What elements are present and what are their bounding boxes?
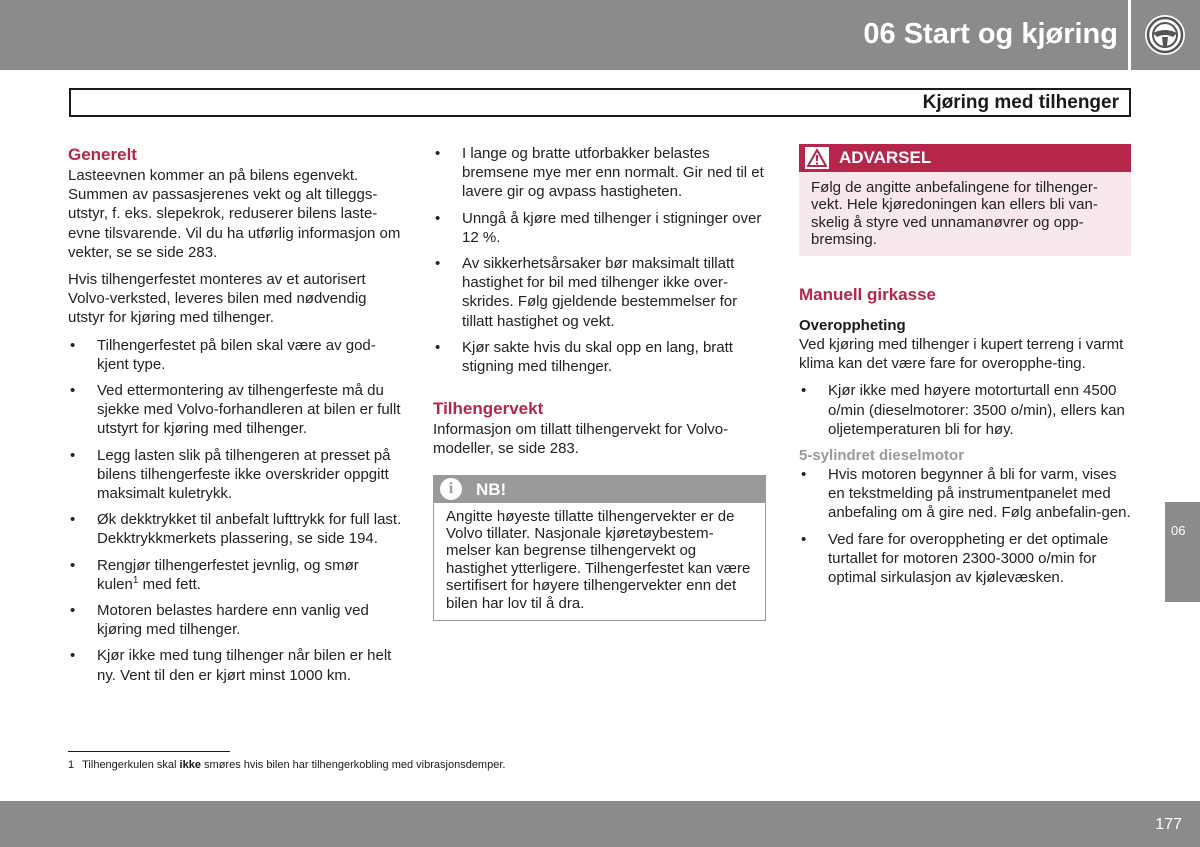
footnote-divider	[68, 751, 230, 752]
warning-text: Følg de angitte anbefalingene for tilhenger-vekt. Hele kjøredoningen kan ellers bli van-skelig å styre ved unnamanøvrer og opp-bremsing.	[799, 172, 1131, 256]
bullet-list-driving	[433, 144, 768, 376]
subheading-diesel: 5-sylindret dieselmotor	[799, 447, 965, 465]
page-number: 177	[1155, 816, 1182, 833]
side-tab-label: 06	[1171, 523, 1186, 538]
warning-header	[799, 144, 1131, 172]
list-item: • Av sikkerhetsårsaker bør maksimalt tillatt hastighet for bil med tilhenger ikke over-skrides. Følg gjeldende bestemmelser for tillatt hastighet og vekt.	[433, 254, 768, 331]
info-icon: i	[440, 478, 462, 500]
nb-note-box	[433, 475, 766, 621]
heading-tilhengervekt: Tilhengervekt	[433, 399, 544, 419]
list-item: • Kjør ikke med tung tilhenger når bilen er helt ny. Vent til den er kjørt minst 1000 km.	[68, 646, 403, 684]
list-item: • Tilhengerfestet på bilen skal være av god-kjent type.	[68, 336, 403, 374]
list-item: • Ved fare for overoppheting er det optimale turtallet for motoren 2300-3000 o/min for optimal sirkulasjon av kjølevæsken.	[799, 530, 1134, 588]
column-3	[799, 138, 1134, 594]
footnote-text: smøres hvis bilen har tilhengerkobling med vibrasjonsdemper.	[200, 759, 506, 771]
paragraph-trailer-weight: Informasjon om tillatt tilhengervekt for Volvo-modeller, se side 283.	[433, 421, 729, 458]
section-title: Kjøring med tilhenger	[922, 92, 1119, 113]
footer-bar	[0, 801, 1200, 847]
chapter-title: 06 Start og kjøring	[863, 18, 1118, 50]
warning-box	[799, 144, 1131, 256]
nb-note-text: Angitte høyeste tillatte tilhengervekter er de Volvo tillater. Nasjonale kjøretøybestem-melser kan begrense tilhengervekt og hastighet ytterligere. Tilhengerfestet kan være sertifisert for høyere tilhengervekter enn det bilen har lov til å dra.	[446, 507, 751, 612]
list-item: • Ved ettermontering av tilhengerfeste må du sjekke med Volvo-forhandleren at bilen er fullt utstyrt for kjøring med tilhenger.	[68, 381, 403, 439]
list-item: • Legg lasten slik på tilhengeren at presset på bilens tilhengerfeste ikke overskrider oppgitt maksimalt kuletrykk.	[68, 446, 403, 504]
column-1	[68, 138, 403, 692]
paragraph-workshop: Hvis tilhengerfestet monteres av et autorisert Volvo-verksted, leveres bilen med nødvendig utstyr for kjøring med tilhenger.	[68, 271, 367, 327]
list-item-text: med fett.	[138, 575, 201, 593]
nb-note-header	[434, 476, 765, 503]
warning-label: ADVARSEL	[839, 148, 932, 168]
header-bar	[0, 0, 1128, 70]
subheading-overoppheting: Overoppheting	[799, 317, 906, 334]
header-icon-box	[1131, 0, 1200, 70]
footnote-text-bold: ikke	[179, 759, 201, 771]
heading-generelt: Generelt	[68, 145, 137, 164]
warning-triangle-icon	[805, 147, 829, 169]
list-item-text: Rengjør tilhengerfestet jevnlig, og smør kulen	[97, 556, 359, 593]
footnote-ref: 1	[132, 574, 139, 586]
column-2	[433, 138, 768, 621]
chapter-side-tab	[1165, 502, 1200, 602]
list-item: • Kjør sakte hvis du skal opp en lang, bratt stigning med tilhenger.	[433, 338, 768, 376]
list-item: • Kjør ikke med høyere motorturtall enn 4500 o/min (dieselmotorer: 3500 o/min), ellers kan oljetemperaturen bli for høy.	[799, 381, 1134, 439]
footnote-text: Tilhengerkulen skal	[82, 759, 180, 771]
nb-label: NB!	[476, 479, 507, 499]
list-item: • Øk dekktrykket til anbefalt lufttrykk for full last. Dekktrykkmerkets plassering, se side 194.	[68, 510, 403, 548]
list-item: • I lange og bratte utforbakker belastes bremsene mye mer enn normalt. Gir ned til et lavere gir og avpass hastigheten.	[433, 144, 768, 202]
list-item: • Motoren belastes hardere enn vanlig ved kjøring med tilhenger.	[68, 601, 403, 639]
list-item: • Hvis motoren begynner å bli for varm, vises en tekstmelding på instrumentpanelet med anbefaling om å gire ned. Følg anbefalin-gen.	[799, 465, 1134, 523]
bullet-list-general	[68, 336, 403, 685]
paragraph-overheating: Ved kjøring med tilhenger i kupert terreng i varmt klima kan det være fare for overopphe-ting.	[799, 336, 1124, 373]
list-item	[68, 556, 403, 594]
footnote-number: 1	[68, 759, 75, 771]
list-item: • Unngå å kjøre med tilhenger i stigninger over 12 %.	[433, 209, 768, 247]
section-header-box	[69, 88, 1131, 117]
bullet-list-rpm	[799, 381, 1134, 439]
steering-wheel-icon	[1143, 13, 1187, 57]
footnote	[68, 759, 505, 771]
heading-manuell-girkasse: Manuell girkasse	[799, 285, 937, 304]
paragraph-load-capacity: Lasteevnen kommer an på bilens egenvekt. Summen av passasjerenes vekt og alt tilleggs-utstyr, f. eks. slepekrok, reduserer bilens laste-evne tilsvarende. Vil du ha utførlig informasjon om vekter, se se side 283.	[68, 167, 401, 261]
bullet-list-diesel	[799, 465, 1134, 587]
